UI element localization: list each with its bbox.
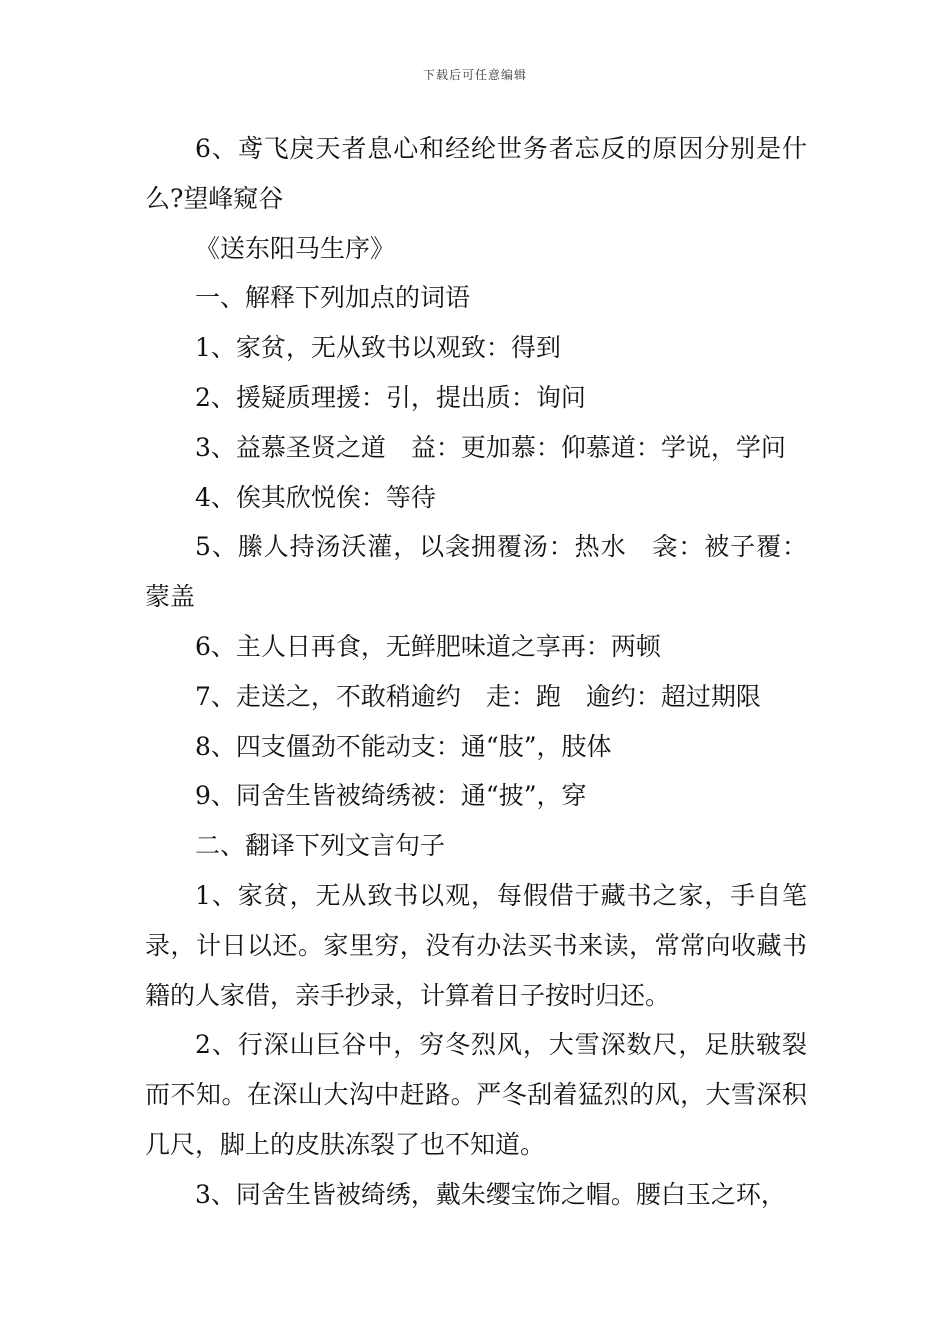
- paragraph-item-9: 9、同舍生皆被绮绣被：通“披”，穿: [195, 781, 587, 811]
- paragraph-section-1-heading: 一、解释下列加点的词语: [195, 283, 471, 313]
- document-body: [145, 124, 807, 1220]
- paragraph-translation-1: 1、家贫，无从致书以观，每假借于藏书之家，手自笔录，计日以还。家里穷，没有办法买书来读，常常向收藏书籍的人家借，亲手抄录，计算着日子按时归还。: [145, 880, 807, 1010]
- paragraph-translation-3: 3、同舍生皆被绮绣，戴朱缨宝饰之帽。腰白玉之环，: [195, 1179, 786, 1209]
- paragraph-question-6: 6、鸢飞戾天者息心和经纶世务者忘反的原因分别是什么?望峰窥谷: [145, 134, 807, 213]
- paragraph-item-1: 1、家贫，无从致书以观致：得到: [195, 333, 561, 363]
- paragraph-translation-2: 2、行深山巨谷中，穷冬烈风，大雪深数尺，足肤皲裂而不知。在深山大沟中赶路。严冬刮着猛烈的风，大雪深积几尺，脚上的皮肤冻裂了也不知道。: [145, 1030, 807, 1159]
- paragraph-item-5: 5、縢人持汤沃灌，以衾拥覆汤：热水 衾：被子覆：蒙盖: [145, 532, 807, 612]
- paragraph-essay-title: 《送东阳马生序》: [195, 233, 396, 263]
- paragraph-item-3: 3、益慕圣贤之道 益：更加慕：仰慕道：学说，学问: [195, 432, 786, 462]
- paragraph-section-2-heading: 二、翻译下列文言句子: [195, 831, 446, 861]
- paragraph-item-6: 6、主人日再食，无鲜肥味道之享再：两顿: [195, 631, 661, 661]
- page-header: 下载后可任意编辑: [422, 68, 527, 82]
- paragraph-item-7: 7、走送之，不敢稍逾约 走：跑 逾约：超过期限: [195, 681, 761, 711]
- paragraph-item-4: 4、俟其欣悦俟：等待: [195, 482, 436, 512]
- paragraph-item-8: 8、四支僵劲不能动支：通“肢”，肢体: [195, 731, 612, 761]
- paragraph-item-2: 2、援疑质理援：引，提出质：询问: [195, 382, 586, 412]
